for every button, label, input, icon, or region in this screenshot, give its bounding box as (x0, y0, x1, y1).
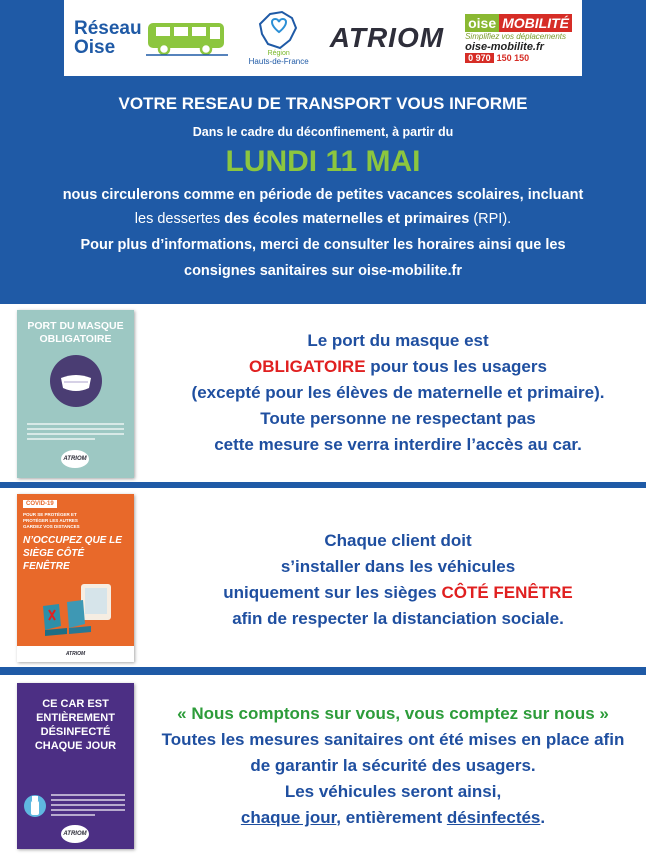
date-headline: LUNDI 11 MAI (225, 145, 421, 178)
clean-message (140, 701, 646, 831)
seat-poster-title: N’OCCUPEZ QUE LE SIÈGE CÔTÉ FENÊTRE (23, 535, 122, 572)
mask-poster-brand: ATRIOM (61, 450, 89, 468)
clean-slogan: « Nous comptons sur vous, vous comptez sur nous » (177, 704, 609, 723)
mask-poster (17, 310, 134, 478)
oise-phone (465, 53, 529, 63)
clean-section (0, 675, 646, 855)
seat-line3: uniquement sur les sièges CÔTÉ FENÊTRE (223, 583, 573, 602)
oise-url: oise-mobilite.fr (465, 40, 544, 53)
phone-part1: 0 970 (465, 53, 494, 63)
mask-line1: Le port du masque est (307, 331, 489, 350)
region-label-small: Région (267, 50, 290, 57)
clean-poster (17, 683, 134, 849)
mask-poster-title: PORT DU MASQUE OBLIGATOIRE (27, 320, 124, 345)
mask-line4: Toute personne ne respectant pas (260, 409, 536, 428)
mask-poster-smallprint (27, 420, 124, 446)
clean-line2: Toutes les mesures sanitaires ont été mises en place afin (161, 730, 625, 749)
seat-section (0, 488, 646, 666)
mask-message (150, 328, 646, 458)
intro-text: Dans le cadre du déconfinement, à partir du (192, 125, 454, 139)
page-title: VOTRE RESEAU DE TRANSPORT VOUS INFORME (118, 94, 528, 113)
info-line1: nous circulerons comme en période de petites vacances scolaires, incluant (62, 187, 584, 203)
logo-strip (64, 0, 582, 76)
spray-bottle-icon (23, 791, 47, 821)
clean-poster-brand: ATRIOM (61, 825, 89, 843)
reseau-oise-logo (74, 19, 228, 57)
seat-message (150, 528, 646, 632)
oise-tagline: Simplifiez vos déplacements (465, 31, 567, 41)
oise-logo-part2: MOBILITÉ (499, 14, 572, 32)
region-logo (249, 10, 309, 66)
divider (0, 667, 646, 675)
face-mask-icon (49, 354, 103, 408)
seat-poster-brand: ATRIOM (65, 651, 86, 657)
phone-part2: 150 150 (496, 52, 530, 63)
region-name: Hauts-de-France (248, 57, 309, 66)
clean-poster-smallprint (51, 791, 125, 819)
clean-line3: de garantir la sécurité des usagers. (250, 756, 536, 775)
info-line2: les dessertes des écoles maternelles et primaires (RPI). (134, 211, 512, 227)
mask-section (0, 304, 646, 482)
bus-icon (146, 20, 228, 56)
seat-line1: Chaque client doit (324, 531, 472, 550)
seat-line2: s’installer dans les véhicules (280, 557, 516, 576)
mask-line2: OBLIGATOIRE pour tous les usagers (249, 357, 547, 376)
seat-line4: afin de respecter la distanciation sociale. (232, 609, 564, 628)
info-line3: Pour plus d’informations, merci de consulter les horaires ainsi que les (80, 237, 566, 253)
bus-seats-icon (37, 580, 117, 642)
header-band (0, 0, 646, 300)
seat-poster (17, 494, 134, 662)
mask-line3: (excepté pour les élèves de maternelle et primaire). (191, 383, 605, 402)
info-line4: consignes sanitaires sur oise-mobilite.fr (184, 263, 462, 279)
seat-poster-footer (17, 646, 134, 662)
reseau-logo-line1: Réseau (74, 18, 142, 39)
clean-line4: Les véhicules seront ainsi, (284, 782, 502, 801)
oise-mobilite-logo (465, 14, 572, 63)
atriom-logo: ATRIOM (329, 22, 445, 53)
seat-poster-subtitle: POUR SE PROTÉGER ET PROTÉGER LES AUTRES GARDEZ VOS DISTANCES (23, 512, 80, 529)
seat-poster-badge: COVID-19 (23, 500, 57, 508)
oise-logo-part1: oise (465, 14, 499, 32)
header-text (0, 92, 646, 282)
clean-line5: chaque jour, entièrement désinfectés. (240, 808, 546, 827)
mask-line5: cette mesure se verra interdire l’accès au car. (214, 435, 582, 454)
france-map-heart-icon (256, 10, 302, 50)
clean-poster-title: CE CAR EST ENTIÈREMENT DÉSINFECTÉ CHAQUE JOUR (34, 698, 117, 752)
reseau-logo-line2: Oise (74, 37, 116, 58)
